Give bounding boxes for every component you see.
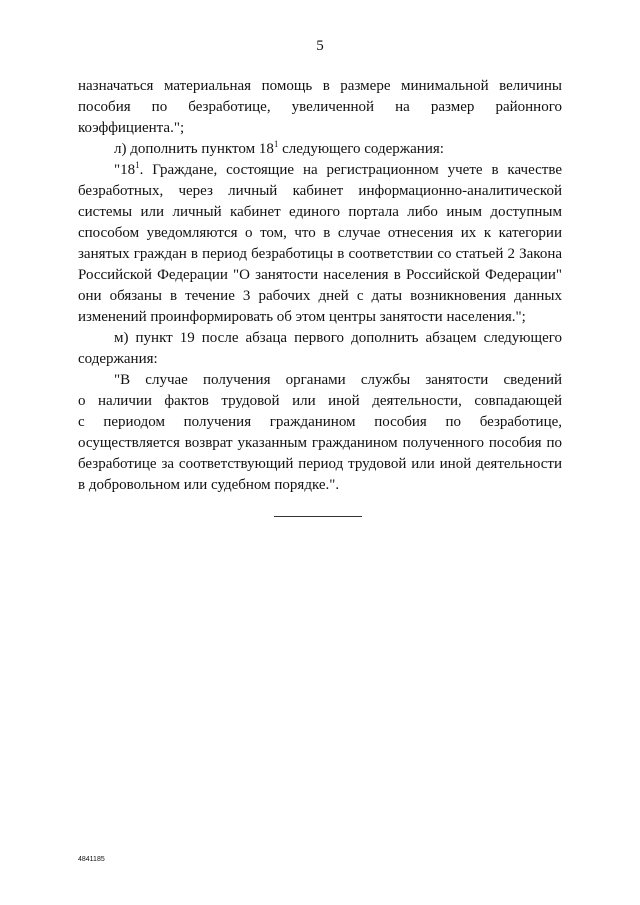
text-line: о наличии фактов трудовой или иной деятельности, совпадающей <box>78 393 562 409</box>
amendment-item-m: м) пункт 19 после абзаца первого дополнить абзацем следующего <box>114 330 562 346</box>
text-line <box>78 160 562 181</box>
end-separator-line <box>274 516 362 517</box>
text-segment: . Граждане, состоящие на регистрационном учете в качестве <box>139 162 562 178</box>
text-line: осуществляется возврат указанным гражданином полученного пособия по <box>78 435 562 451</box>
text-line: изменений проинформировать об этом центры занятости населения."; <box>78 309 526 325</box>
text-line: пособия по безработице, увеличенной на размер районного <box>78 99 562 115</box>
text-line: системы или личный кабинет единого портала либо иным доступным <box>78 204 562 220</box>
amendment-item-l <box>78 139 562 160</box>
document-id: 4841185 <box>78 856 105 863</box>
text-line: безработных, через личный кабинет информационно-аналитической <box>78 183 562 199</box>
page-number: 5 <box>316 38 324 54</box>
text-line: содержания: <box>78 351 158 367</box>
text-line: назначаться материальная помощь в размере минимальной величины <box>78 78 562 94</box>
text-line: с периодом получения гражданином пособия по безработице, <box>78 414 562 430</box>
text-line: они обязаны в течение 3 рабочих дней с даты возникновения данных <box>78 288 562 304</box>
text-segment: следующего содержания: <box>278 141 444 157</box>
superscript: 1 <box>273 139 279 149</box>
text-line: безработице за соответствующий период трудовой или иной деятельности <box>78 456 562 472</box>
text-segment: л) дополнить пунктом 18 <box>114 141 274 157</box>
text-line: коэффициента."; <box>78 120 185 136</box>
text-line: способом уведомляются о том, что в случае отнесения их к категории <box>78 225 562 241</box>
text-line: занятых граждан в период безработицы в соответствии со статьей 2 Закона <box>78 246 562 262</box>
text-line: "В случае получения органами службы занятости сведений <box>114 372 562 388</box>
text-segment: "18 <box>114 162 136 178</box>
document-body <box>78 76 562 496</box>
text-line: Российской Федерации "О занятости населения в Российской Федерации" <box>78 267 562 283</box>
text-line: в добровольном или судебном порядке.". <box>78 477 340 493</box>
superscript: 1 <box>135 160 140 170</box>
